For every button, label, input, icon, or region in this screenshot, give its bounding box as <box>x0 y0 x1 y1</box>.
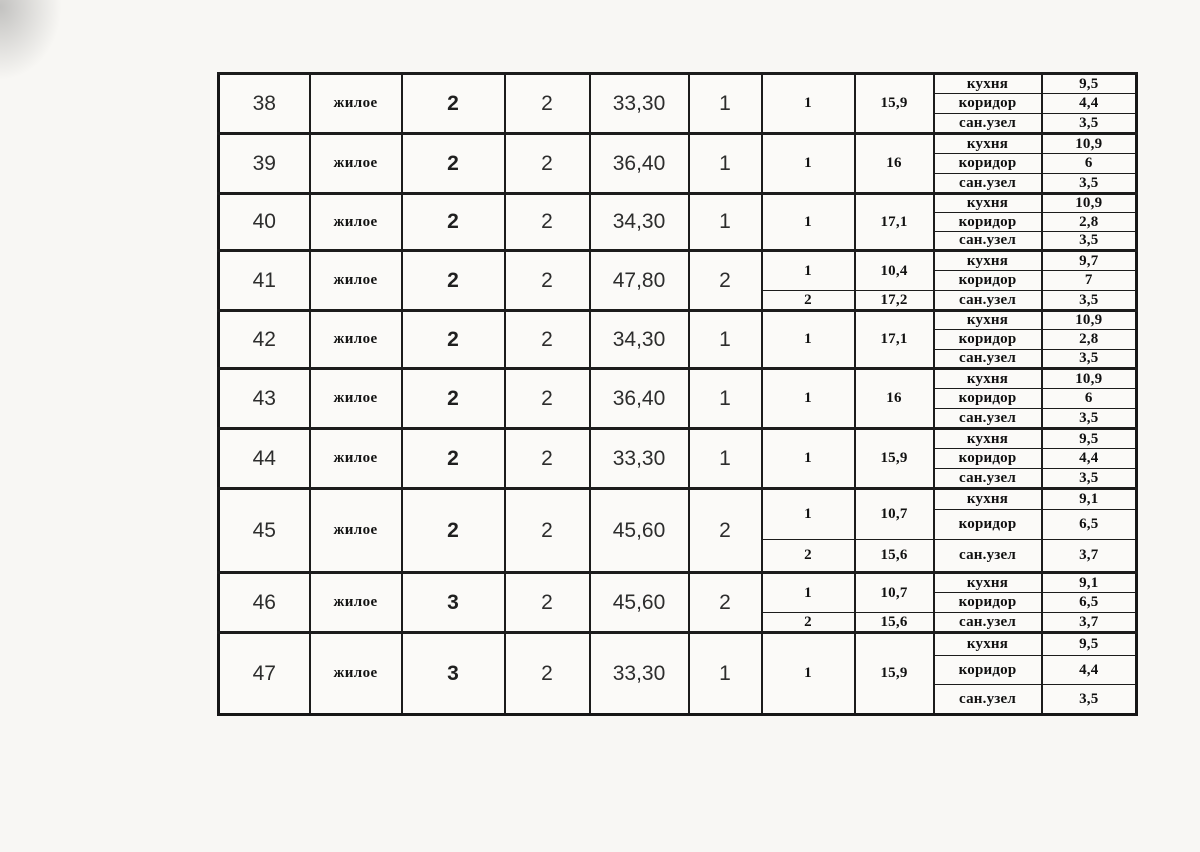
aux-value-cell: 6,5 <box>1042 593 1137 613</box>
aux-value-cell: 3,5 <box>1042 685 1137 715</box>
table-row <box>219 489 1137 510</box>
rooms-count-cell: 1 <box>689 134 762 194</box>
aux-label-cell: сан.узел <box>934 291 1042 311</box>
total-area-cell: 34,30 <box>590 194 689 251</box>
column3-cell: 2 <box>402 74 505 134</box>
room-area-cell: 15,6 <box>855 540 934 573</box>
aux-label-cell: кухня <box>934 311 1042 330</box>
apartment-number-cell: 46 <box>219 573 310 633</box>
aux-label-cell: коридор <box>934 510 1042 540</box>
aux-label-cell: сан.узел <box>934 174 1042 194</box>
total-area-cell: 36,40 <box>590 134 689 194</box>
room-area-cell: 17,1 <box>855 194 934 251</box>
table-row <box>219 369 1137 389</box>
aux-value-cell: 4,4 <box>1042 656 1137 685</box>
table-row <box>219 429 1137 449</box>
aux-value-cell: 4,4 <box>1042 94 1137 114</box>
aux-label-cell: сан.узел <box>934 409 1042 429</box>
room-number-cell: 1 <box>762 489 855 540</box>
rooms-count-cell: 2 <box>689 573 762 633</box>
total-area-cell: 36,40 <box>590 369 689 429</box>
column4-cell: 2 <box>505 134 590 194</box>
room-number-cell: 2 <box>762 613 855 633</box>
aux-label-cell: коридор <box>934 330 1042 350</box>
aux-label-cell: коридор <box>934 449 1042 469</box>
premise-type-cell: жилое <box>310 429 402 489</box>
aux-label-cell: кухня <box>934 573 1042 593</box>
aux-value-cell: 3,5 <box>1042 114 1137 134</box>
aux-value-cell: 3,5 <box>1042 174 1137 194</box>
room-area-cell: 15,9 <box>855 429 934 489</box>
table-row <box>219 573 1137 593</box>
premise-type-cell: жилое <box>310 489 402 573</box>
aux-label-cell: сан.узел <box>934 540 1042 573</box>
column3-cell: 2 <box>402 311 505 369</box>
room-number-cell: 1 <box>762 429 855 489</box>
column4-cell: 2 <box>505 369 590 429</box>
premise-type-cell: жилое <box>310 251 402 311</box>
aux-value-cell: 10,9 <box>1042 369 1137 389</box>
aux-value-cell: 10,9 <box>1042 194 1137 213</box>
room-number-cell: 1 <box>762 74 855 134</box>
premise-type-cell: жилое <box>310 573 402 633</box>
column3-cell: 3 <box>402 573 505 633</box>
room-area-cell: 15,9 <box>855 74 934 134</box>
aux-value-cell: 4,4 <box>1042 449 1137 469</box>
total-area-cell: 34,30 <box>590 311 689 369</box>
table-row <box>219 194 1137 213</box>
room-number-cell: 1 <box>762 251 855 291</box>
room-area-cell: 10,4 <box>855 251 934 291</box>
aux-value-cell: 3,7 <box>1042 613 1137 633</box>
rooms-count-cell: 2 <box>689 251 762 311</box>
rooms-count-cell: 1 <box>689 369 762 429</box>
column4-cell: 2 <box>505 489 590 573</box>
aux-label-cell: кухня <box>934 633 1042 656</box>
total-area-cell: 45,60 <box>590 489 689 573</box>
aux-value-cell: 9,7 <box>1042 251 1137 271</box>
premise-type-cell: жилое <box>310 369 402 429</box>
room-area-cell: 10,7 <box>855 573 934 613</box>
aux-label-cell: кухня <box>934 429 1042 449</box>
room-number-cell: 1 <box>762 311 855 369</box>
aux-label-cell: коридор <box>934 213 1042 232</box>
aux-value-cell: 9,5 <box>1042 429 1137 449</box>
aux-value-cell: 10,9 <box>1042 311 1137 330</box>
aux-label-cell: кухня <box>934 194 1042 213</box>
aux-label-cell: сан.узел <box>934 232 1042 251</box>
column3-cell: 2 <box>402 134 505 194</box>
total-area-cell: 33,30 <box>590 633 689 715</box>
aux-value-cell: 9,1 <box>1042 573 1137 593</box>
apartments-table <box>217 72 1138 716</box>
table-row <box>219 633 1137 656</box>
aux-value-cell: 6 <box>1042 154 1137 174</box>
aux-value-cell: 6 <box>1042 389 1137 409</box>
room-number-cell: 1 <box>762 573 855 613</box>
total-area-cell: 33,30 <box>590 74 689 134</box>
aux-label-cell: кухня <box>934 74 1042 94</box>
aux-value-cell: 2,8 <box>1042 330 1137 350</box>
column4-cell: 2 <box>505 429 590 489</box>
aux-value-cell: 2,8 <box>1042 213 1137 232</box>
apartment-number-cell: 39 <box>219 134 310 194</box>
aux-label-cell: сан.узел <box>934 613 1042 633</box>
total-area-cell: 47,80 <box>590 251 689 311</box>
aux-label-cell: кухня <box>934 251 1042 271</box>
total-area-cell: 45,60 <box>590 573 689 633</box>
scan-edge-shadow <box>0 0 70 90</box>
aux-label-cell: коридор <box>934 271 1042 291</box>
room-area-cell: 16 <box>855 369 934 429</box>
apartment-number-cell: 41 <box>219 251 310 311</box>
premise-type-cell: жилое <box>310 134 402 194</box>
column4-cell: 2 <box>505 251 590 311</box>
column3-cell: 2 <box>402 429 505 489</box>
aux-value-cell: 7 <box>1042 271 1137 291</box>
column3-cell: 2 <box>402 369 505 429</box>
total-area-cell: 33,30 <box>590 429 689 489</box>
apartment-number-cell: 38 <box>219 74 310 134</box>
column3-cell: 2 <box>402 251 505 311</box>
aux-value-cell: 9,5 <box>1042 633 1137 656</box>
apartment-number-cell: 42 <box>219 311 310 369</box>
aux-label-cell: коридор <box>934 154 1042 174</box>
aux-label-cell: сан.узел <box>934 685 1042 715</box>
aux-value-cell: 3,7 <box>1042 540 1137 573</box>
room-number-cell: 2 <box>762 291 855 311</box>
aux-label-cell: коридор <box>934 94 1042 114</box>
rooms-count-cell: 2 <box>689 489 762 573</box>
aux-value-cell: 9,1 <box>1042 489 1137 510</box>
column3-cell: 2 <box>402 194 505 251</box>
rooms-count-cell: 1 <box>689 74 762 134</box>
aux-label-cell: кухня <box>934 369 1042 389</box>
table-row <box>219 251 1137 271</box>
rooms-count-cell: 1 <box>689 633 762 715</box>
apartment-number-cell: 43 <box>219 369 310 429</box>
column4-cell: 2 <box>505 311 590 369</box>
column4-cell: 2 <box>505 573 590 633</box>
aux-label-cell: кухня <box>934 134 1042 154</box>
room-area-cell: 15,9 <box>855 633 934 715</box>
aux-value-cell: 6,5 <box>1042 510 1137 540</box>
room-area-cell: 10,7 <box>855 489 934 540</box>
apartment-number-cell: 45 <box>219 489 310 573</box>
aux-label-cell: сан.узел <box>934 469 1042 489</box>
room-number-cell: 2 <box>762 540 855 573</box>
aux-label-cell: коридор <box>934 389 1042 409</box>
room-area-cell: 15,6 <box>855 613 934 633</box>
premise-type-cell: жилое <box>310 633 402 715</box>
room-area-cell: 17,2 <box>855 291 934 311</box>
table-row <box>219 134 1137 154</box>
room-area-cell: 17,1 <box>855 311 934 369</box>
aux-value-cell: 9,5 <box>1042 74 1137 94</box>
rooms-count-cell: 1 <box>689 429 762 489</box>
table-row <box>219 311 1137 330</box>
column3-cell: 3 <box>402 633 505 715</box>
aux-label-cell: сан.узел <box>934 114 1042 134</box>
aux-label-cell: коридор <box>934 656 1042 685</box>
apartment-number-cell: 47 <box>219 633 310 715</box>
premise-type-cell: жилое <box>310 194 402 251</box>
premise-type-cell: жилое <box>310 311 402 369</box>
apartment-number-cell: 40 <box>219 194 310 251</box>
room-area-cell: 16 <box>855 134 934 194</box>
aux-value-cell: 3,5 <box>1042 291 1137 311</box>
room-number-cell: 1 <box>762 134 855 194</box>
aux-value-cell: 3,5 <box>1042 409 1137 429</box>
rooms-count-cell: 1 <box>689 194 762 251</box>
room-number-cell: 1 <box>762 369 855 429</box>
table-row <box>219 74 1137 94</box>
aux-value-cell: 3,5 <box>1042 350 1137 369</box>
apartment-number-cell: 44 <box>219 429 310 489</box>
column3-cell: 2 <box>402 489 505 573</box>
aux-label-cell: коридор <box>934 593 1042 613</box>
column4-cell: 2 <box>505 74 590 134</box>
premise-type-cell: жилое <box>310 74 402 134</box>
aux-label-cell: кухня <box>934 489 1042 510</box>
room-number-cell: 1 <box>762 194 855 251</box>
column4-cell: 2 <box>505 194 590 251</box>
aux-label-cell: сан.узел <box>934 350 1042 369</box>
aux-value-cell: 3,5 <box>1042 232 1137 251</box>
rooms-count-cell: 1 <box>689 311 762 369</box>
aux-value-cell: 3,5 <box>1042 469 1137 489</box>
room-number-cell: 1 <box>762 633 855 715</box>
aux-value-cell: 10,9 <box>1042 134 1137 154</box>
column4-cell: 2 <box>505 633 590 715</box>
